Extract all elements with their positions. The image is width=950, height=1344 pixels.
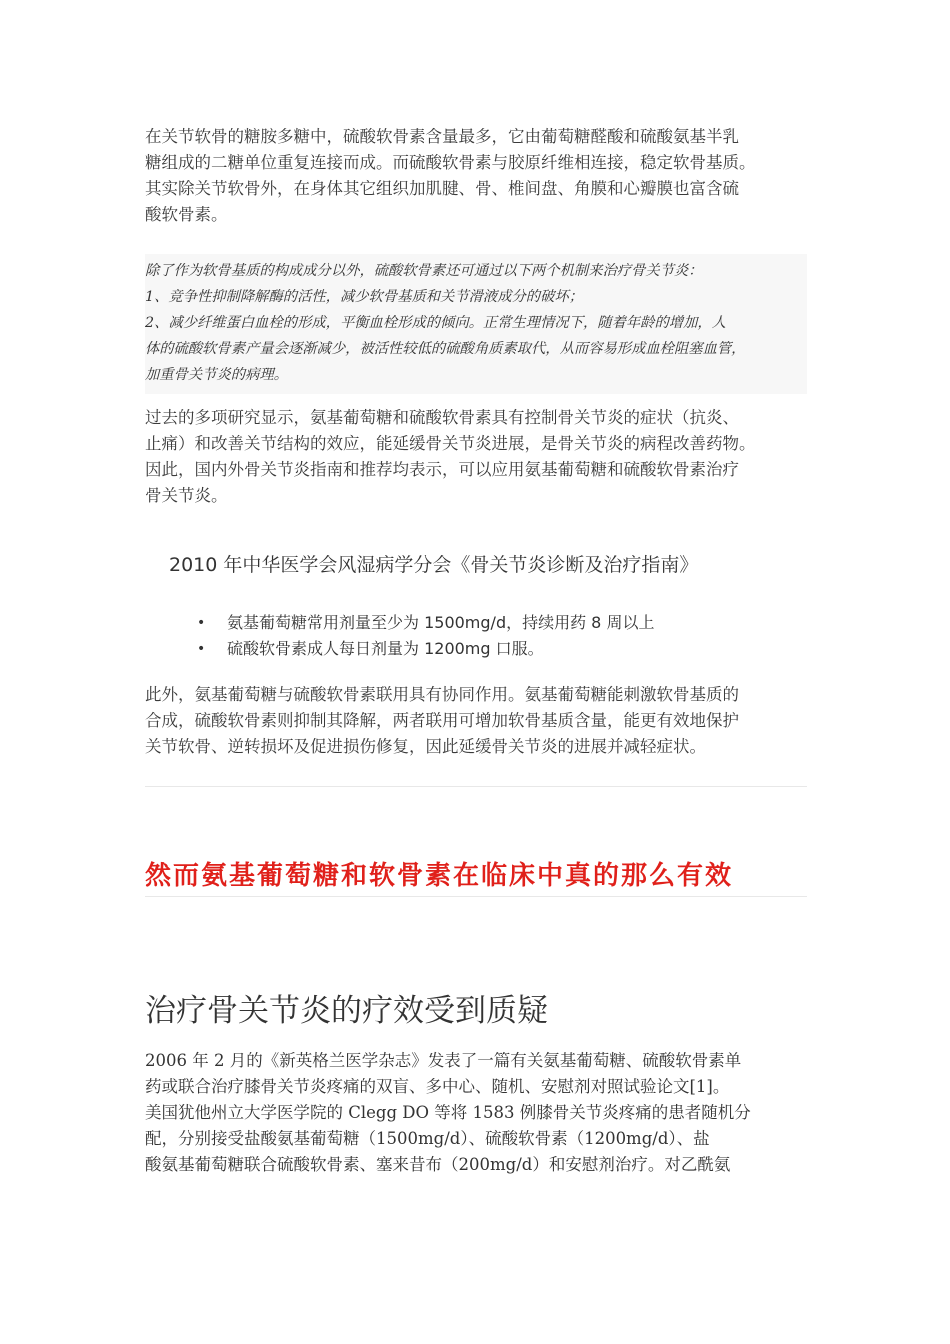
red-section-heading: 然而氨基葡萄糖和软骨素在临床中真的那么有效 <box>145 861 734 891</box>
quote-line: 除了作为软骨基质的构成成分以外，硫酸软骨素还可通过以下两个机制来治疗骨关节炎： <box>145 263 703 279</box>
list-item <box>145 610 807 636</box>
paragraph-line: 此外，氨基葡萄糖与硫酸软骨素联用具有协同作用。氨基葡萄糖能刺激软骨基质的 <box>145 685 739 704</box>
list-item-text: 硫酸软骨素成人每日剂量为 1200mg 口服。 <box>227 639 544 658</box>
quote-line: 1、竞争性抑制降解酶的活性，减少软骨基质和关节滑液成分的破坏； <box>145 289 583 305</box>
paragraph-research-evidence <box>145 405 807 509</box>
paragraph-line: 配，分别接受盐酸氨基葡萄糖（1500mg/d）、硫酸软骨素（1200mg/d）、盐 <box>145 1129 710 1148</box>
quote-line: 2、减少纤维蛋白血栓的形成，平衡血栓形成的倾向。正常生理情况下，随着年龄的增加，人 <box>145 315 726 331</box>
paragraph-nejm-study <box>145 1048 807 1178</box>
paragraph-line: 其实除关节软骨外，在身体其它组织加肌腱、骨、椎间盘、角膜和心瓣膜也富含硫 <box>145 179 739 198</box>
paragraph-line: 骨关节炎。 <box>145 486 228 505</box>
divider <box>145 896 807 897</box>
paragraph-line: 药或联合治疗膝骨关节炎疼痛的双盲、多中心、随机、安慰剂对照试验论文[1]。 <box>145 1077 730 1096</box>
paragraph-line: 酸氨基葡萄糖联合硫酸软骨素、塞来昔布（200mg/d）和安慰剂治疗。对乙酰氨 <box>145 1155 731 1174</box>
bullet-icon: • <box>197 641 206 657</box>
dosage-list <box>145 610 807 662</box>
paragraph-line: 酸软骨素。 <box>145 205 228 224</box>
divider <box>145 786 807 787</box>
quote-line: 体的硫酸软骨素产量会逐渐减少，被活性较低的硫酸角质素取代，从而容易形成血栓阻塞血管， <box>145 341 746 357</box>
paragraph-line: 合成，硫酸软骨素则抑制其降解，两者联用可增加软骨基质含量，能更有效地保护 <box>145 711 739 730</box>
paragraph-chondroitin-intro <box>145 124 807 228</box>
guideline-title: 2010 年中华医学会风湿病学分会《骨关节炎诊断及治疗指南》 <box>169 554 699 576</box>
list-item <box>145 636 807 662</box>
section-heading: 治疗骨关节炎的疗效受到质疑 <box>145 993 548 1029</box>
quote-line: 加重骨关节炎的病理。 <box>145 367 288 383</box>
paragraph-line: 过去的多项研究显示，氨基葡萄糖和硫酸软骨素具有控制骨关节炎的症状（抗炎、 <box>145 408 739 427</box>
bullet-icon: • <box>197 615 206 631</box>
paragraph-line: 在关节软骨的糖胺多糖中，硫酸软骨素含量最多，它由葡萄糖醛酸和硫酸氨基半乳 <box>145 127 739 146</box>
paragraph-line: 关节软骨、逆转损坏及促进损伤修复，因此延缓骨关节炎的进展并减轻症状。 <box>145 737 706 756</box>
paragraph-line: 止痛）和改善关节结构的效应，能延缓骨关节炎进展，是骨关节炎的病程改善药物。 <box>145 434 756 453</box>
paragraph-line: 美国犹他州立大学医学院的 Clegg DO 等将 1583 例膝骨关节炎疼痛的患者随机分 <box>145 1103 751 1122</box>
list-item-text: 氨基葡萄糖常用剂量至少为 1500mg/d，持续用药 8 周以上 <box>227 613 655 632</box>
paragraph-line: 因此，国内外骨关节炎指南和推荐均表示，可以应用氨基葡萄糖和硫酸软骨素治疗 <box>145 460 739 479</box>
paragraph-synergy <box>145 682 807 760</box>
paragraph-line: 糖组成的二糖单位重复连接而成。而硫酸软骨素与胶原纤维相连接，稳定软骨基质。 <box>145 153 756 172</box>
paragraph-line: 2006 年 2 月的《新英格兰医学杂志》发表了一篇有关氨基葡萄糖、硫酸软骨素单 <box>145 1051 742 1070</box>
mechanism-quote-block <box>145 254 807 394</box>
